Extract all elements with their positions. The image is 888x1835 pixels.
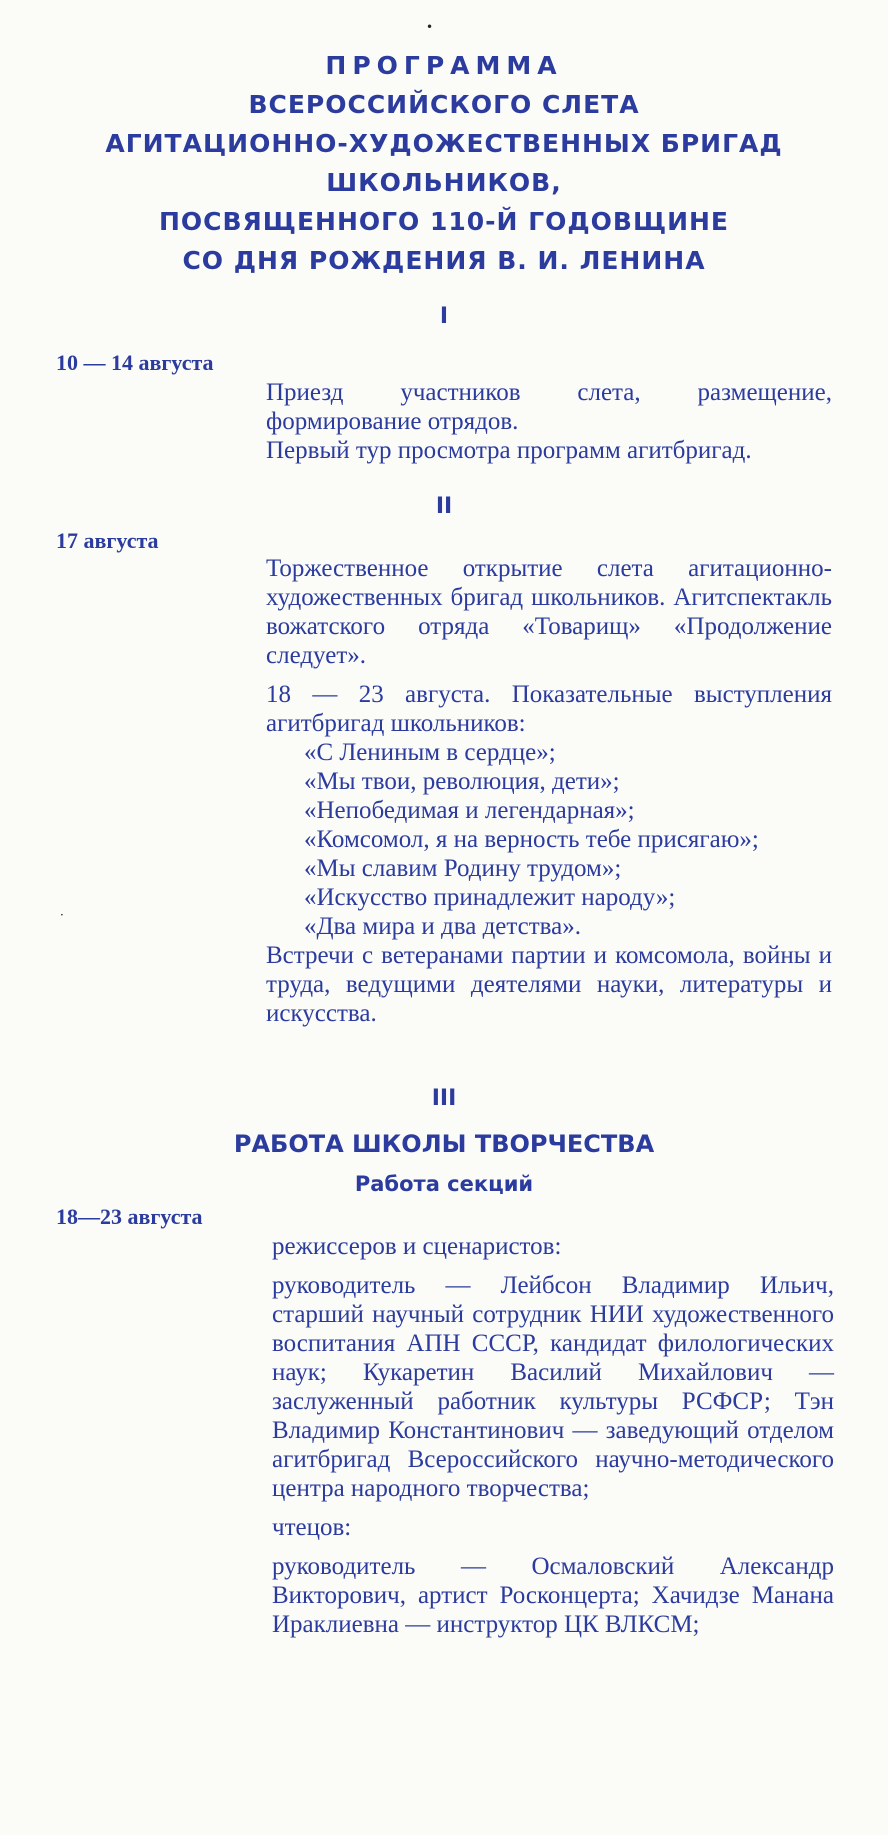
section-2-paragraph-2: 18 — 23 августа. Показательные выступления агитбригад школьников: [266, 681, 832, 737]
program-item: «Искусство принадлежит народу»; [304, 884, 676, 911]
title-line-1: ПРОГРАММА [325, 51, 563, 80]
program-item: «Два мира и два детства». [304, 913, 581, 940]
section-1-date: 10 — 14 августа [56, 350, 214, 375]
title-line-6: СО ДНЯ РОЖДЕНИЯ В. И. ЛЕНИНА [182, 246, 706, 275]
section-2-paragraph-1: Торжественное открытие слета агитационно-художественных бригад школьников. Агитспектакль вожатского отряда «Товарищ» «Продолжение следует». [266, 555, 832, 669]
program-item: «Мы твои, революция, дети»; [304, 768, 620, 795]
section-2-numeral: II [435, 494, 453, 519]
title-line-5: ПОСВЯЩЕННОГО 110-Й ГОДОВЩИНЕ [158, 207, 730, 236]
section-1-text [266, 378, 832, 465]
readers-section-label: чтецов: [272, 1514, 352, 1541]
title-line-3: АГИТАЦИОННО-ХУДОЖЕСТВЕННЫХ БРИГАД [105, 129, 783, 158]
section-3-text [272, 1232, 834, 1639]
section-2-date: 17 августа [56, 528, 159, 553]
title-line-4: ШКОЛЬНИКОВ, [326, 168, 562, 197]
readers-section-text: руководитель — Осмаловский Александр Викторович, артист Росконцерта; Хачидзе Манана Ираклиевна — инструктор ЦК ВЛКСМ; [272, 1553, 834, 1638]
section-3-date: 18—23 августа [56, 1204, 203, 1229]
section-3-title: РАБОТА ШКОЛЫ ТВОРЧЕСТВА [233, 1130, 655, 1158]
section-3-numeral: III [431, 1086, 457, 1111]
program-item: «Комсомол, я на верность тебе присягаю»; [304, 826, 759, 853]
section-1-paragraph-2: Первый тур просмотра программ агитбригад. [266, 437, 752, 464]
program-item: «Непобедимая и легендарная»; [304, 797, 635, 824]
print-speck: • [426, 20, 434, 34]
section-3-subtitle: Работа секций [354, 1172, 534, 1196]
directors-section-label: режиссеров и сценаристов: [272, 1233, 562, 1260]
section-2-paragraph-3: Встречи с ветеранами партии и комсомола, войны и труда, ведущими деятелями науки, литературы и искусства. [266, 942, 832, 1027]
title-line-2: ВСЕРОССИЙСКОГО СЛЕТА [248, 90, 640, 119]
program-item: «Мы славим Родину трудом»; [304, 855, 622, 882]
program-item: «С Лениным в сердце»; [304, 739, 556, 766]
directors-section-text: руководитель — Лейбсон Владимир Ильич, старший научный сотрудник НИИ художественного воспитания АПН СССР, кандидат филологических наук; Кукаретин Василий Михайлович — заслуженный работник культуры РСФСР; Тэн Владимир Константинович — заведующий отделом агитбригад Всероссийского научно-методического центра народного творчества; [272, 1272, 834, 1502]
document-title [0, 46, 888, 280]
section-2-text [266, 554, 832, 1028]
print-speck: · [60, 908, 64, 922]
section-1-numeral: I [439, 304, 449, 329]
program-list [266, 738, 832, 941]
section-1-paragraph-1: Приезд участников слета, размещение, формирование отрядов. [266, 379, 832, 435]
